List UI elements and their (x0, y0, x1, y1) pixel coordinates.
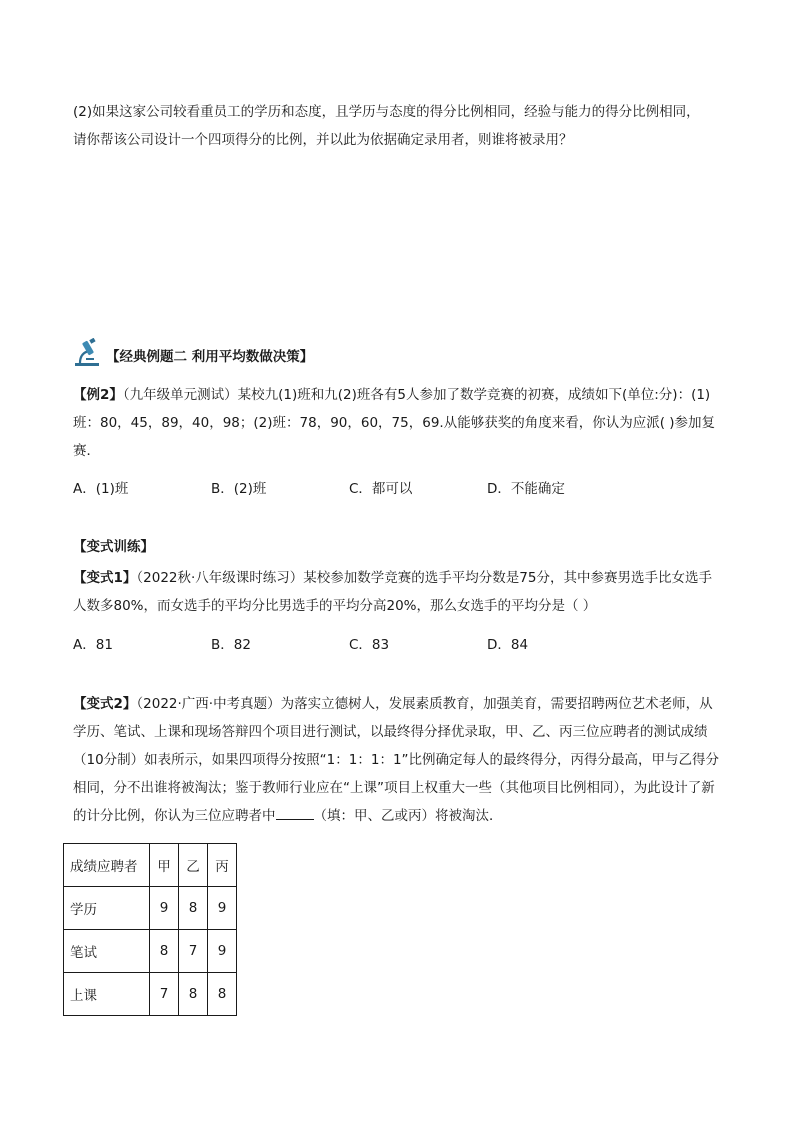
answer-blank[interactable] (276, 805, 314, 820)
variant1-text: （2022秋·八年级课时练习）某校参加数学竞赛的选手平均分数是75分，其中参赛男选手比女选手人数多80%，而女选手的平均分比男选手的平均分高20%，那么女选手的平均分是（ ） (73, 570, 712, 614)
variant1-choices (73, 633, 625, 653)
table-header-cell: 丙 (208, 844, 237, 887)
choice-c[interactable]: C．83 (349, 637, 390, 653)
part2-line2: 请你帮该公司设计一个四项得分的比例，并以此为依据确定录用者，则谁将被录用？ (73, 132, 573, 148)
variant-header: 【变式训练】 (73, 539, 154, 555)
choice-c[interactable]: C．都可以 (349, 481, 413, 497)
choice-b[interactable]: B．(2)班 (211, 481, 267, 497)
section-header (72, 340, 313, 370)
variant2-tag: 【变式2】 (73, 696, 137, 712)
variant2-question (73, 690, 723, 830)
choice-b[interactable]: B．82 (211, 637, 251, 653)
table-cell: 9 (150, 887, 179, 930)
example2-text: （九年级单元测试）某校九(1)班和九(2)班各有5人参加了数学竞赛的初赛，成绩如下(单位:分)：(1)班：80，45，89，40，98；(2)班：78，90，60，75，69.从能够获奖的角度来看，你认为应派( )参加复赛． (73, 387, 716, 459)
part2-line1: (2)如果这家公司较看重员工的学历和态度，且学历与态度的得分比例相同，经验与能力的得分比例相同， (73, 104, 700, 120)
example2-tag: 【例2】 (73, 387, 123, 403)
section-title: 【经典例题二 利用平均数做决策】 (106, 349, 314, 365)
microscope-icon (72, 338, 104, 372)
table-row (64, 973, 237, 1016)
variant2-text-before: （2022·广西·中考真题）为落实立德树人，发展素质教育，加强美育，需要招聘两位艺术老师，从学历、笔试、上课和现场答辩四个项目进行测试，以最终得分择优录取，甲、乙、丙三位应聘者的测试成绩（10分制）如表所示，如果四项得分按照“1：1：1：1”比例确定每人的最终得分，丙得分最高，甲与乙得分相同，分不出谁将被淘汰；鉴于教师行业应在“上课”项目上权重大一些（其他项目比例相同），为此设计了新的计分比例，你认为三位应聘者中 (73, 696, 720, 824)
table-cell: 笔试 (64, 930, 150, 973)
table-cell: 8 (179, 973, 208, 1016)
table-cell: 9 (208, 887, 237, 930)
table-cell: 7 (150, 973, 179, 1016)
variant1-tag: 【变式1】 (73, 570, 137, 586)
example2-question (73, 381, 723, 465)
example2-choices (73, 477, 625, 497)
table-cell: 9 (208, 930, 237, 973)
table-cell: 8 (150, 930, 179, 973)
choice-a[interactable]: A．(1)班 (73, 481, 129, 497)
choice-d[interactable]: D．84 (487, 637, 529, 653)
variant1-question (73, 564, 723, 620)
table-header-cell: 成绩应聘者 (64, 844, 150, 887)
table-cell: 上课 (64, 973, 150, 1016)
table-row (64, 930, 237, 973)
part2-question (73, 98, 723, 154)
table-cell: 7 (179, 930, 208, 973)
variant2-text-after: （填：甲、乙或丙）将被淘汰． (313, 808, 503, 824)
table-cell: 8 (179, 887, 208, 930)
table-header-cell: 乙 (179, 844, 208, 887)
table-header-cell: 甲 (150, 844, 179, 887)
choice-a[interactable]: A．81 (73, 637, 113, 653)
table-row (64, 887, 237, 930)
choice-d[interactable]: D．不能确定 (487, 481, 565, 497)
table-cell: 学历 (64, 887, 150, 930)
table-header-row (64, 844, 237, 887)
score-table (63, 843, 237, 1016)
table-cell: 8 (208, 973, 237, 1016)
